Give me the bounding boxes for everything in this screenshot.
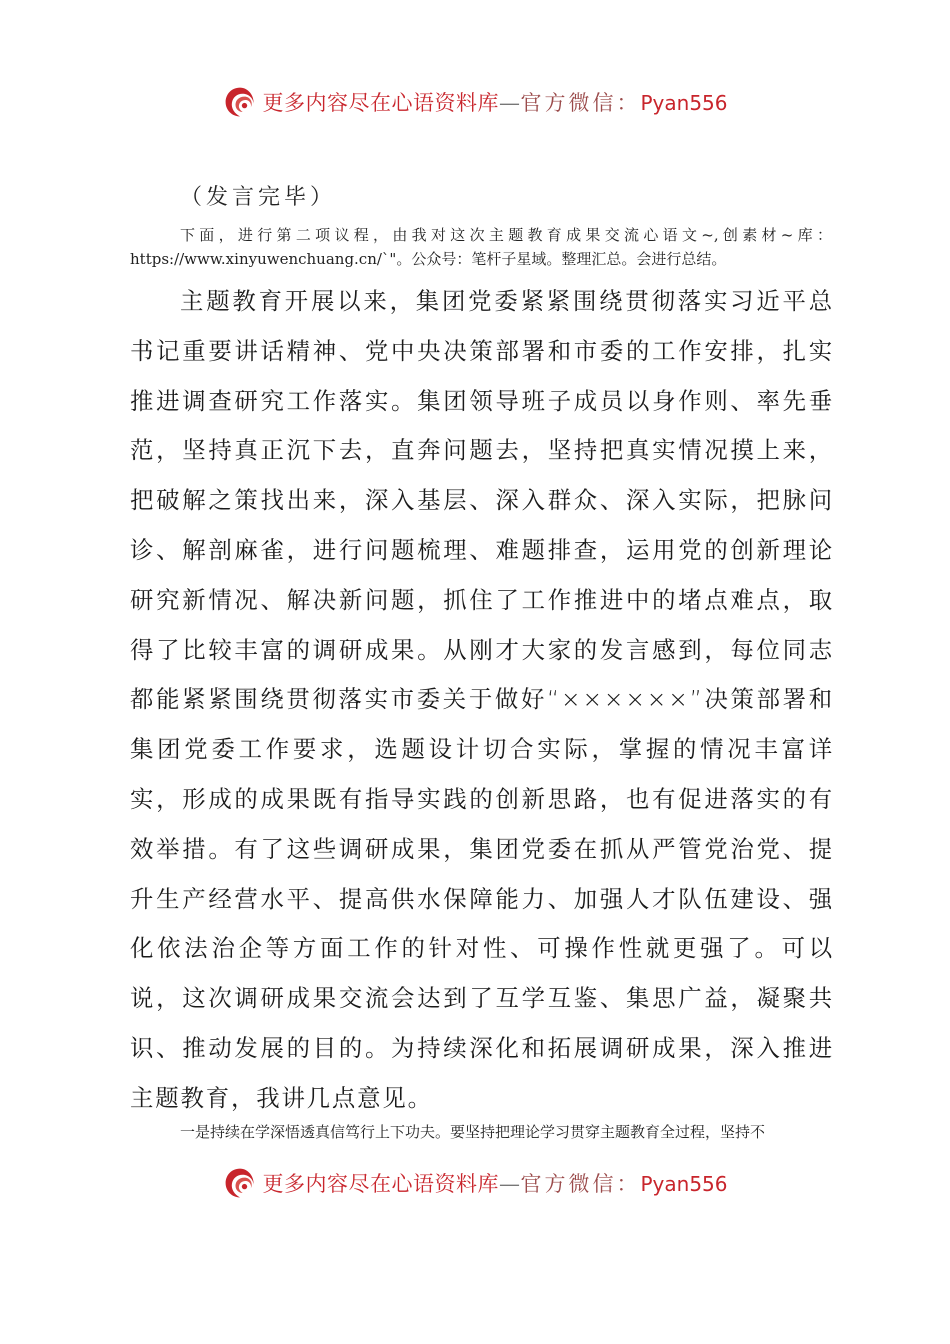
main-paragraph: 主题教育开展以来，集团党委紧紧围绕贯彻落实习近平总书记重要讲话精神、党中央决策部署和市委的工作安排，扎实推进调查研究工作落实。集团领导班子成员以身作则、率先垂范，坚持真正沉下去，直奔问题去，坚持把真实情况摸上来，把破解之策找出来，深入基层、深入群众、深入实际，把脉问诊、解剖麻雀，进行问题梳理、难题排查，运用党的创新理论研究新情况、解决新问题，抓住了工作推进中的堵点难点，取得了比较丰富的调研成果。从刚才大家的发言感到，每位同志都能紧紧围绕贯彻落实市委关于做好“××××××”决策部署和集团党委工作要求，选题设计切合实际，掌握的情况丰富详实，形成的成果既有指导实践的创新思路，也有促进落实的有效举措。有了这些调研成果，集团党委在抓从严管党治党、提升生产经营水平、提高供水保障能力、加强人才队伍建设、强化依法治企等方面工作的针对性、可操作性就更强了。可以说，这次调研成果交流会达到了互学互鉴、集思广益，凝聚共识、推动发展的目的。为持续深化和拓展调研成果，深入推进主题教育，我讲几点意见。 bbox=[130, 287, 834, 1112]
banner-main-text: 更多内容尽在心语资料库 bbox=[262, 1172, 499, 1196]
swirl-logo-icon bbox=[222, 1165, 258, 1201]
point-one-paragraph: 一是持续在学深悟透真信笃行上下功夫。要坚持把理论学习贯穿主题教育全过程，坚持不 bbox=[180, 1123, 766, 1141]
speech-end-note: （发言完毕） bbox=[180, 185, 337, 210]
banner-wechat-id: Pyan556 bbox=[640, 1172, 728, 1196]
banner-text bbox=[262, 1168, 727, 1198]
banner-separator: — bbox=[498, 91, 521, 115]
header-banner bbox=[0, 82, 950, 122]
banner-separator: — bbox=[498, 1172, 521, 1196]
footer-banner bbox=[0, 1163, 950, 1203]
banner-wechat-id: Pyan556 bbox=[640, 91, 728, 115]
banner-main-text: 更多内容尽在心语资料库 bbox=[262, 91, 499, 115]
banner-wechat-label: 官方微信： bbox=[520, 91, 641, 115]
banner-text bbox=[262, 87, 727, 117]
intro-paragraph: 下面，进行第二项议程，由我对这次主题教育成果交流心语文~,创素材~库：https://www.xinyuwenchuang.cn/`"。公众号：笔杆子星域。整理汇总。会进行总结。 bbox=[130, 226, 832, 268]
banner-wechat-label: 官方微信： bbox=[520, 1172, 641, 1196]
swirl-logo-icon bbox=[222, 84, 258, 120]
